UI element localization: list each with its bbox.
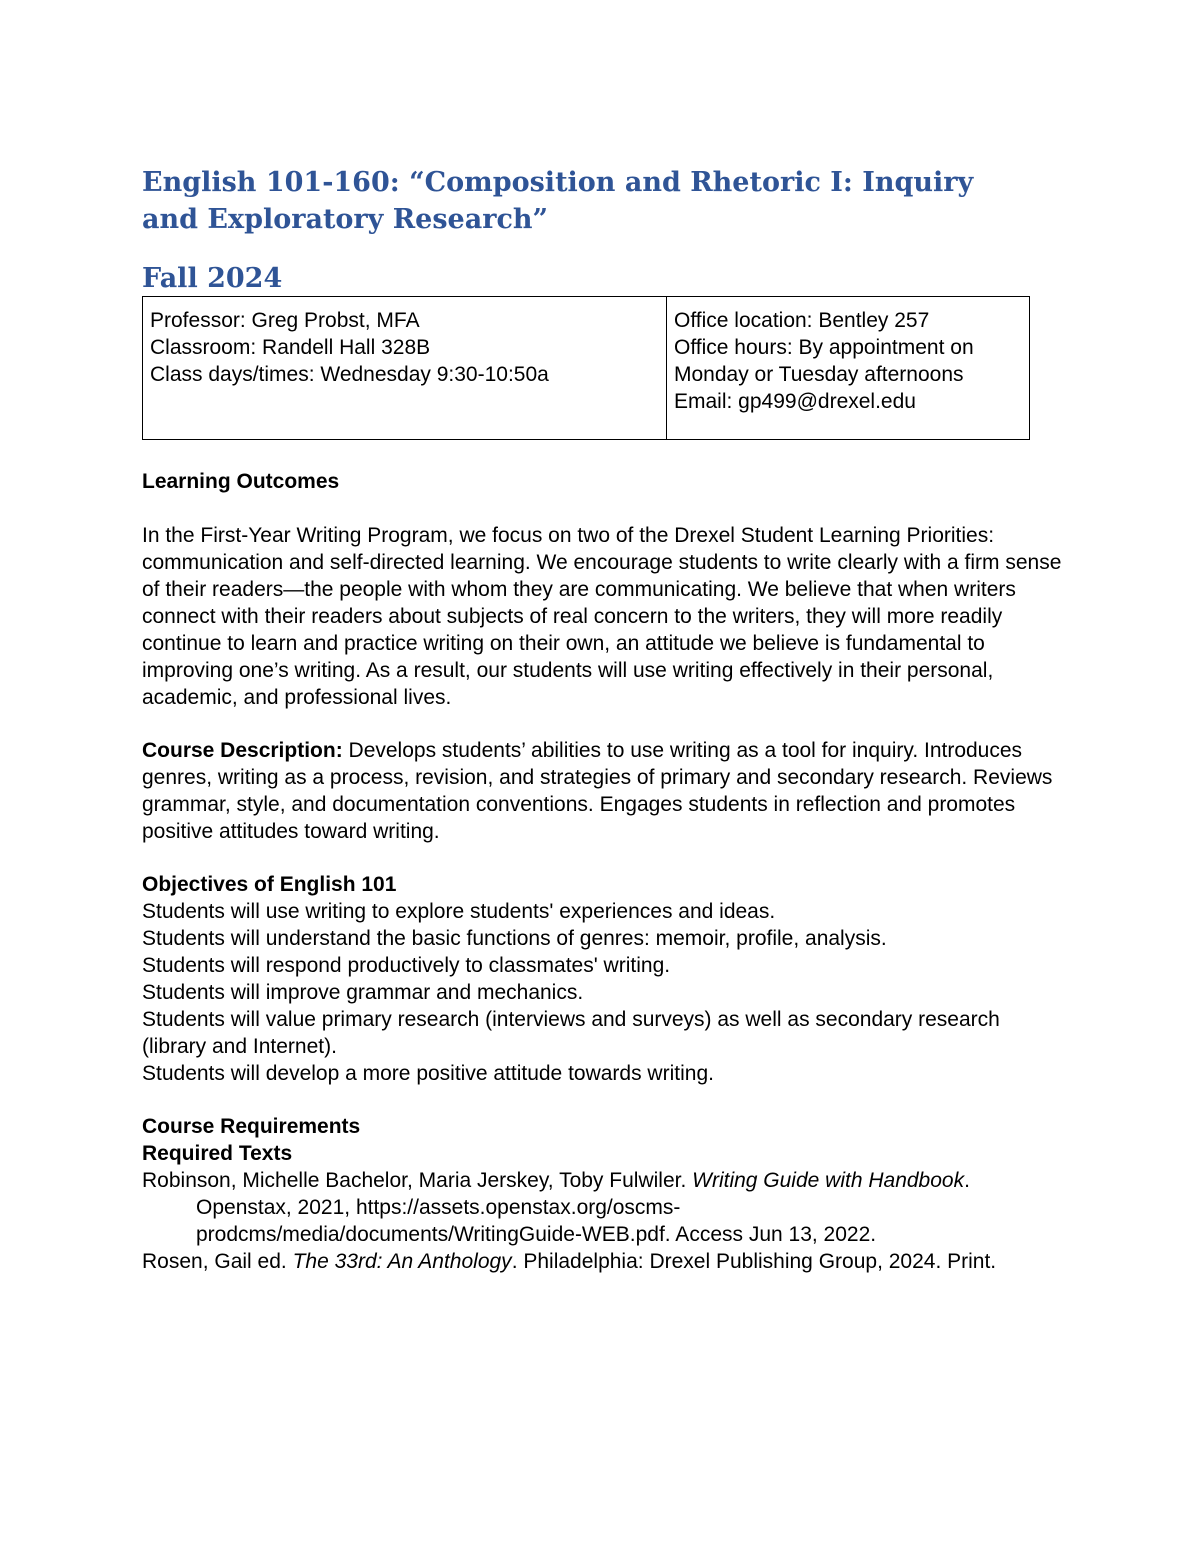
reference-details: . Openstax, 2021, https://assets.openstax.org/oscms-prodcms/media/documents/WritingGuide-WEB.pdf. Access Jun 13, 2022.	[196, 1169, 970, 1246]
classroom-line: Classroom: Randell Hall 328B	[150, 336, 431, 359]
objective-item: Students will value primary research (interviews and surveys) as well as secondary research (library and Internet).	[142, 1008, 1000, 1058]
learning-outcomes-text: In the First-Year Writing Program, we focus on two of the Drexel Student Learning Priorities: communication and self-directed learning. We encourage students to write clearly with a firm sense of their readers—the people with whom they are communicating. We believe that when writers connect with their readers about subjects of real concern to the writers, they will more readily continue to learn and practice writing on their own, an attitude we believe is fundamental to improving one’s writing. As a result, our students will use writing effectively in their personal, academic, and professional lives.	[142, 524, 1062, 709]
syllabus-page	[142, 164, 1062, 1275]
office-info-cell	[667, 297, 1030, 440]
objective-item: Students will develop a more positive attitude towards writing.	[142, 1062, 714, 1085]
course-description	[142, 737, 1062, 845]
course-title: English 101-160: “Composition and Rhetoric I: Inquiry and Exploratory Research”	[142, 167, 974, 235]
email-line: Email: gp499@drexel.edu	[674, 390, 916, 413]
reference-entry	[142, 1248, 1106, 1275]
course-requirements-heading: Course Requirements	[142, 1115, 361, 1138]
professor-line: Professor: Greg Probst, MFA	[150, 309, 420, 332]
objective-item: Students will understand the basic functions of genres: memoir, profile, analysis.	[142, 927, 887, 950]
reference-title: The 33rd: An Anthology	[292, 1250, 512, 1273]
course-description-heading: Course Description:	[142, 739, 343, 762]
reference-title: Writing Guide with Handbook	[692, 1169, 965, 1192]
reference-details: . Philadelphia: Drexel Publishing Group, 2024. Print.	[511, 1250, 997, 1273]
reference-authors: Rosen, Gail ed.	[142, 1250, 293, 1273]
course-info-table	[142, 296, 1030, 440]
office-hours-line-2: Monday or Tuesday afternoons	[674, 363, 964, 386]
learning-outcomes-heading: Learning Outcomes	[142, 470, 340, 493]
objective-item: Students will improve grammar and mechanics.	[142, 981, 584, 1004]
instructor-info-cell	[143, 297, 667, 440]
office-location-line: Office location: Bentley 257	[674, 309, 930, 332]
reference-entry	[142, 1167, 1046, 1248]
objectives-heading: Objectives of English 101	[142, 873, 397, 896]
class-times-line: Class days/times: Wednesday 9:30-10:50a	[150, 363, 549, 386]
course-term: Fall 2024	[142, 263, 283, 294]
course-description-text: Develops students’ abilities to use writing as a tool for inquiry. Introduces genres, writing as a process, revision, and strategies of primary and secondary research. Reviews grammar, style, and documentation conventions. Engages students in reflection and promotes positive attitudes toward writing.	[142, 739, 1053, 843]
reference-authors: Robinson, Michelle Bachelor, Maria Jerskey, Toby Fulwiler.	[142, 1169, 693, 1192]
required-texts-heading: Required Texts	[142, 1142, 293, 1165]
objective-item: Students will use writing to explore students' experiences and ideas.	[142, 900, 776, 923]
objective-item: Students will respond productively to classmates' writing.	[142, 954, 671, 977]
office-hours-line: Office hours: By appointment on	[674, 336, 974, 359]
